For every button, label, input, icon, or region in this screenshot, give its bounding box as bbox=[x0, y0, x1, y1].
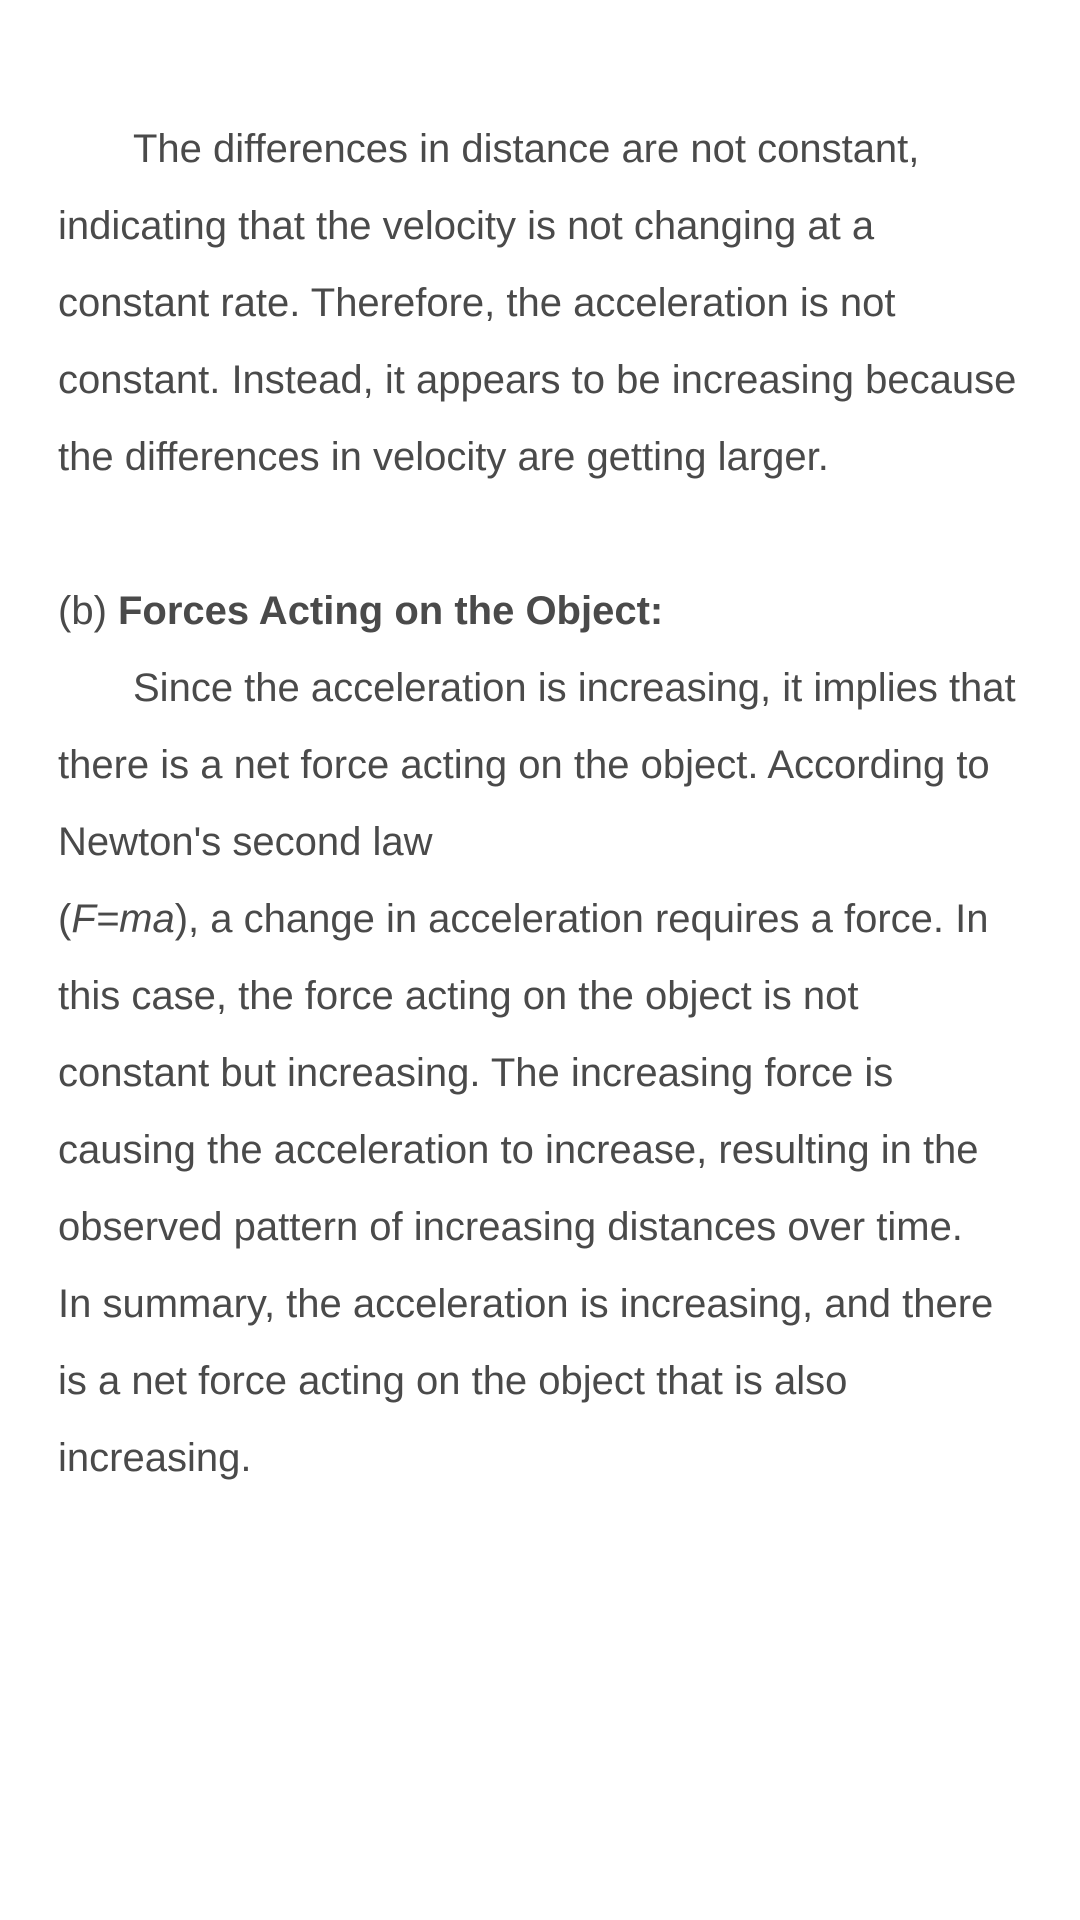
formula-open-paren: ( bbox=[58, 897, 72, 941]
paragraph-forces-explanation bbox=[58, 650, 1018, 1266]
newton-formula: F=ma bbox=[71, 897, 175, 941]
heading-prefix: (b) bbox=[58, 589, 118, 633]
section-heading-forces bbox=[58, 573, 1018, 650]
forces-text-start: Since the acceleration is increasing, it implies that there is a net force acting on the object. According to Newton's second law bbox=[58, 666, 1016, 864]
forces-text-rest: ), a change in acceleration requires a force. In this case, the force acting on the object is not constant but increasing. The increasing force is causing the acceleration to increase, resulting in the observed pattern of increasing distances over time. bbox=[58, 897, 989, 1249]
paragraph-summary: In summary, the acceleration is increasing, and there is a net force acting on the object that is also increasing. bbox=[58, 1282, 994, 1480]
paragraph-acceleration-analysis: The differences in distance are not constant, indicating that the velocity is not changing at a constant rate. Therefore, the acceleration is not constant. Instead, it appears to be increasing because the differences in velocity are getting larger. bbox=[58, 127, 1017, 479]
document-body bbox=[58, 111, 1018, 1497]
heading-text: Forces Acting on the Object: bbox=[118, 589, 664, 633]
paragraph-spacer bbox=[58, 496, 1018, 573]
